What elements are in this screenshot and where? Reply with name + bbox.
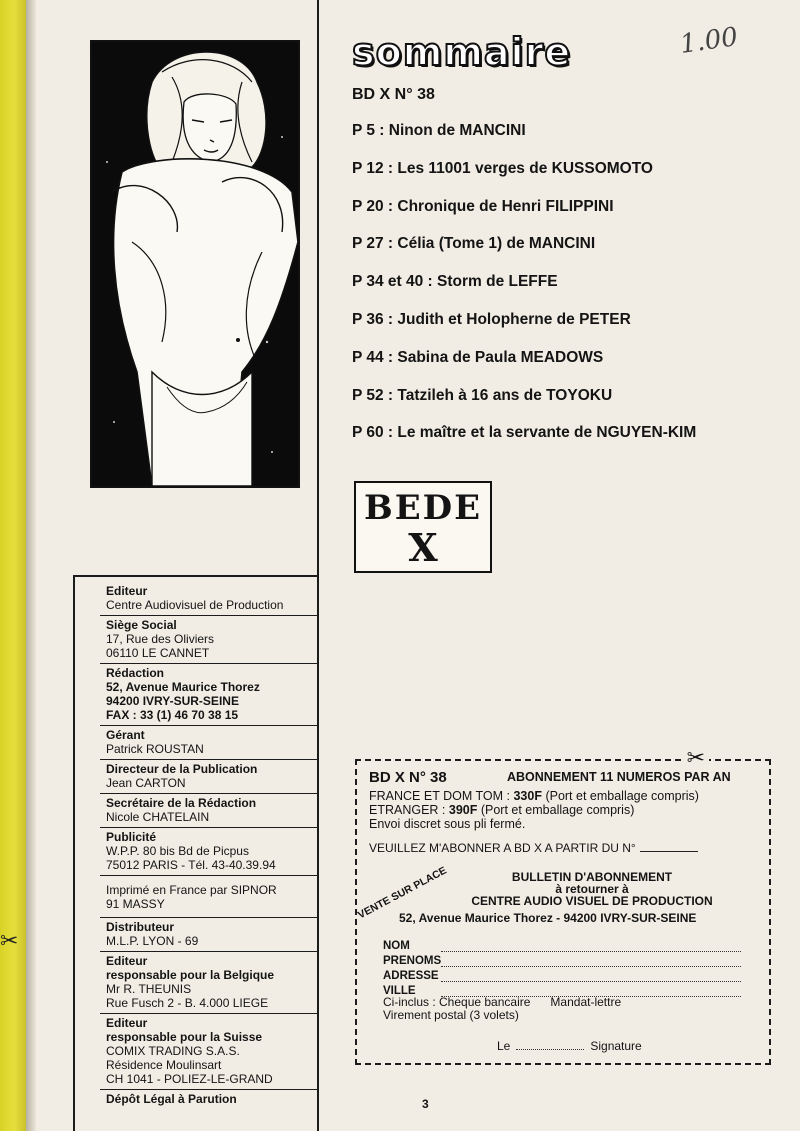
table-of-contents <box>352 122 696 462</box>
credit-line: COMIX TRADING S.A.S. <box>106 1044 240 1058</box>
credit-line: Imprimé en France par SIPNOR <box>106 883 277 897</box>
credits-panel <box>100 582 317 1109</box>
bede-x-logo <box>354 481 492 573</box>
credit-depot <box>100 1090 317 1109</box>
credit-heading: Editeur <box>106 584 148 598</box>
column-divider <box>317 0 319 1131</box>
toc-item: P 52 : Tatzileh à 16 ans de TOYOKU <box>352 386 613 404</box>
toc-item: P 20 : Chronique de Henri FILIPPINI <box>352 197 614 215</box>
credit-heading: responsable pour la Suisse <box>106 1030 263 1044</box>
credit-line: FAX : 33 (1) 46 70 38 15 <box>106 708 239 722</box>
logo-line-1: BEDE <box>363 488 483 528</box>
toc-item: P 27 : Célia (Tome 1) de MANCINI <box>352 235 596 253</box>
toc-item: P 44 : Sabina de Paula MEADOWS <box>352 348 604 366</box>
credit-heading: Publicité <box>106 830 157 844</box>
credit-belgique <box>100 952 317 1014</box>
credit-line: Résidence Moulinsart <box>106 1058 222 1072</box>
ville-label: VILLE <box>383 985 416 997</box>
nom-label: NOM <box>383 940 410 952</box>
credit-heading: Gérant <box>106 728 145 742</box>
pay-cheque[interactable]: Ci-inclus : Cheque bancaire <box>383 995 531 1009</box>
credit-line: Mr R. THEUNIS <box>106 982 192 996</box>
credit-line: Nicole CHATELAIN <box>106 810 210 824</box>
credit-line: 06110 LE CANNET <box>106 646 210 660</box>
subscription-coupon[interactable] <box>355 745 771 1065</box>
credit-line: M.L.P. LYON - 69 <box>106 934 199 948</box>
coupon-offer: ABONNEMENT 11 NUMEROS PAR AN <box>507 770 731 784</box>
prenoms-field[interactable] <box>441 956 741 967</box>
toc-item: P 5 : Ninon de MANCINI <box>352 122 526 139</box>
payment-options <box>383 996 621 1022</box>
date-label: Le <box>497 1039 511 1053</box>
page-title: sommaire <box>352 30 572 74</box>
return-address: 52, Avenue Maurice Thorez - 94200 IVRY-SUR-SEINE <box>399 911 697 925</box>
adresse-label: ADRESSE <box>383 970 439 982</box>
etranger-price: 390F <box>448 803 478 817</box>
vente-sur-place-stamp: VENTE SUR PLACE <box>355 864 449 922</box>
credit-heading: Siège Social <box>106 618 177 632</box>
credit-line: 91 MASSY <box>106 897 165 911</box>
date-field[interactable] <box>516 1049 584 1050</box>
subscriber-form <box>383 937 741 997</box>
credit-suisse <box>100 1014 317 1090</box>
credit-heading: Rédaction <box>106 666 165 680</box>
credit-line: W.P.P. 80 bis Bd de Picpus <box>106 844 249 858</box>
credit-heading: Editeur <box>106 1016 148 1030</box>
binding-spine <box>0 0 26 1131</box>
page-number: 3 <box>422 1097 429 1111</box>
credit-line: 94200 IVRY-SUR-SEINE <box>106 694 239 708</box>
credit-distributeur <box>100 918 317 952</box>
bulletin-heading <box>427 871 757 907</box>
credit-directeur <box>100 760 317 794</box>
credit-heading: Editeur <box>106 954 148 968</box>
france-price: 330F <box>513 789 542 803</box>
credit-line: 75012 PARIS - Tél. 43-40.39.94 <box>106 858 276 872</box>
scissors-icon: ✂ <box>0 928 19 953</box>
credit-imprime <box>100 876 317 918</box>
credit-heading: Dépôt Légal à Parution <box>106 1092 237 1106</box>
logo-line-2: X <box>408 525 438 570</box>
toc-item: P 60 : Le maître et la servante de NGUYEN-KIM <box>352 424 697 442</box>
credit-editeur <box>100 582 317 616</box>
pay-mandat[interactable]: Mandat-lettre <box>550 995 622 1009</box>
credit-siege <box>100 616 317 664</box>
credit-line: Centre Audiovisuel de Production <box>106 598 284 612</box>
signature-line <box>497 1039 642 1053</box>
adresse-field[interactable] <box>441 971 741 982</box>
etranger-label: ETRANGER : <box>369 803 449 817</box>
signature-label: Signature <box>590 1039 642 1053</box>
credit-heading: Secrétaire de la Rédaction <box>106 796 257 810</box>
handwritten-note: 1.00 <box>678 22 740 60</box>
credit-line: CH 1041 - POLIEZ-LE-GRAND <box>106 1072 273 1086</box>
page-edge-shadow <box>26 0 36 1131</box>
credit-heading: Distributeur <box>106 920 175 934</box>
scissors-icon: ✂ <box>683 745 709 771</box>
toc-item: P 12 : Les 11001 verges de KUSSOMOTO <box>352 159 653 177</box>
credit-line: Rue Fusch 2 - B. 4.000 LIEGE <box>106 996 269 1010</box>
credit-line: 17, Rue des Oliviers <box>106 632 215 646</box>
coupon-prices <box>369 789 699 831</box>
prenoms-label: PRENOMS <box>383 955 442 967</box>
bulletin-line: à retourner à <box>555 882 629 896</box>
credit-redaction <box>100 664 317 726</box>
discreet-note: Envoi discret sous pli fermé. <box>369 817 526 831</box>
coupon-issue: BD X N° 38 <box>369 769 447 786</box>
credit-publicite <box>100 828 317 876</box>
france-label: FRANCE ET DOM TOM : <box>369 789 514 803</box>
credits-left-rule <box>73 577 75 1131</box>
toc-item: P 34 et 40 : Storm de LEFFE <box>352 273 558 291</box>
credit-secretaire <box>100 794 317 828</box>
credits-top-rule <box>73 575 317 577</box>
cover-illustration <box>90 40 300 488</box>
toc-item: P 36 : Judith et Holopherne de PETER <box>352 310 631 328</box>
credit-heading: Directeur de la Publication <box>106 762 258 776</box>
france-note: (Port et emballage compris) <box>541 789 699 803</box>
credit-line: Jean CARTON <box>106 776 186 790</box>
credit-heading: responsable pour la Belgique <box>106 968 275 982</box>
start-text: VEUILLEZ M'ABONNER A BD X A PARTIR DU N° <box>369 841 636 855</box>
etranger-note: (Port et emballage compris) <box>477 803 635 817</box>
bulletin-line: CENTRE AUDIO VISUEL DE PRODUCTION <box>471 894 713 908</box>
credit-line: Patrick ROUSTAN <box>106 742 204 756</box>
pay-virement[interactable]: Virement postal (3 volets) <box>383 1008 519 1022</box>
start-issue-field[interactable] <box>640 851 698 852</box>
credit-gerant <box>100 726 317 760</box>
issue-number: BD X N° 38 <box>352 86 435 103</box>
credit-line: 52, Avenue Maurice Thorez <box>106 680 260 694</box>
bulletin-line: BULLETIN D'ABONNEMENT <box>511 870 673 884</box>
start-issue-line <box>369 841 698 855</box>
nom-field[interactable] <box>441 941 741 952</box>
